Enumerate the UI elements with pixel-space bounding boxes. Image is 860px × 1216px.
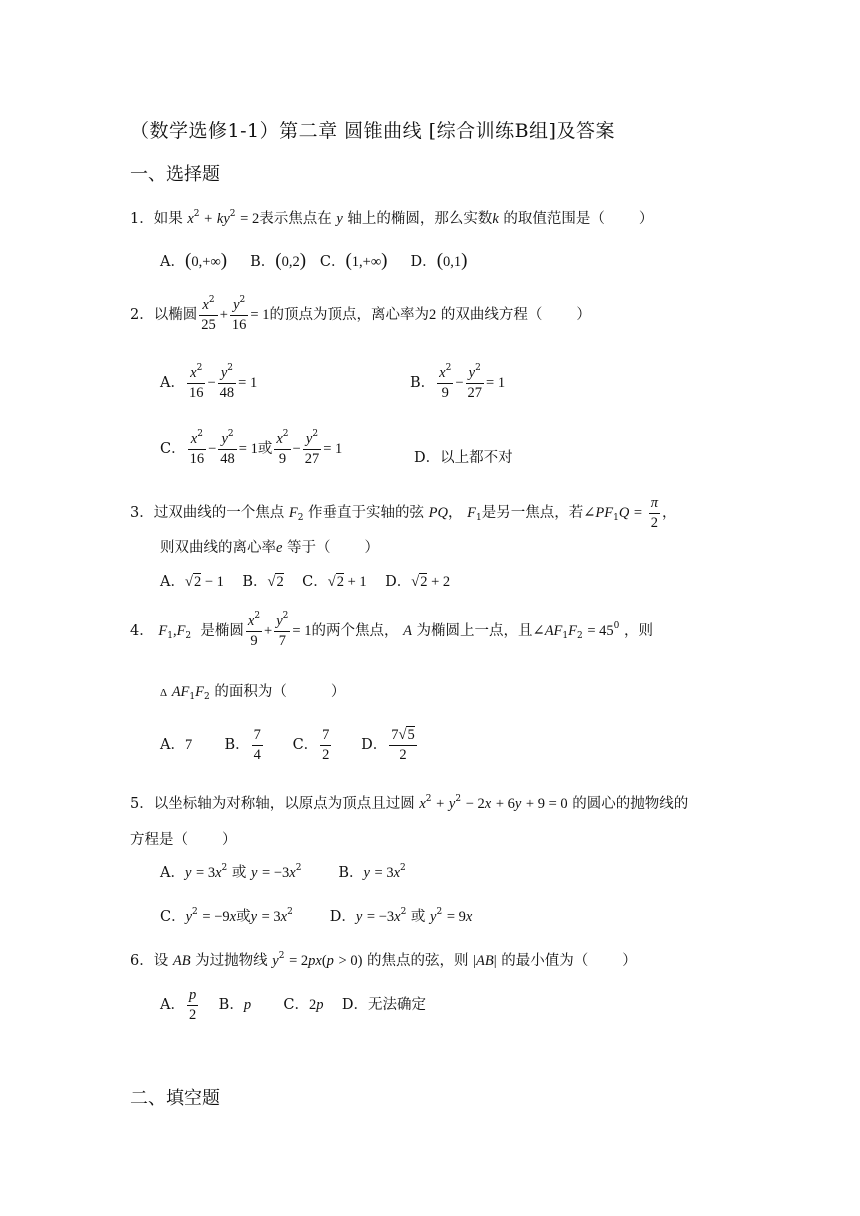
- question-6: 6．设 AB 为过抛物线 $y^2 = 2px(p > 0)$ 的焦点的弦，则 |AB| 的最小值为（ ）: [130, 951, 637, 969]
- question-1-options: A．(0,+∞) B．(0,2) C．(1,+∞) D．(0,1): [160, 250, 468, 271]
- question-3: 3．过双曲线的一个焦点 $F_2$ 作垂直于实轴的弦 PQ， $F_1$是另一焦点，若$\angle PF_1Q$ = $\frac{\pi}{2}$ ，: [130, 495, 677, 531]
- question-5-line2: 方程是（ ）: [130, 832, 237, 848]
- question-5: 5．以坐标轴为对称轴，以原点为顶点且过圆 $x^2 + y^2 - 2x + 6y + 9 = 0$ 的圆心的抛物线的: [130, 794, 689, 812]
- question-6-options: A． $\frac{p}{2}$ B．p C．2p D．无法确定: [160, 987, 427, 1023]
- question-4-line2: Δ $AF_1F_2$ 的面积为（ ）: [160, 684, 346, 702]
- question-2: 2．以椭圆 $\frac{x^2}{25}$ + $\frac{y^2}{16}$ = 1的顶点为顶点，离心率为2 的双曲线方程（ ）: [130, 295, 591, 333]
- question-2-option-c: C． $\frac{x^2}{16}$ − $\frac{y^2}{48}$ = 1或 $\frac{x^2}{9}$ − $\frac{y^2}{27}$ = 1: [160, 429, 343, 467]
- question-3-options: A．√2 − 1 B．√2 C．√2 + 1 D．√2 + 2: [160, 574, 451, 590]
- question-4-options: A．7 B． $\frac{7}{4}$ C． $\frac{7}{2}$ D． $\frac{7√5}{2}$: [160, 727, 415, 763]
- question-5-option-ab: A．$y = 3x^2$ 或 $y = -3x^2$ B．$y = 3x^2$: [160, 863, 406, 881]
- question-2-option-b: B． $\frac{x^2}{9}$ − $\frac{y^2}{27}$ = 1: [410, 363, 506, 401]
- question-4: 4． $F_1,F_2$ 是椭圆 $\frac{x^2}{9}$ + $\frac{y^2}{7}$ = 1的两个焦点， A 为椭圆上一点，且$\angle AF_1F_2 = 45^0$ ，则: [130, 611, 654, 649]
- question-2-option-a: A． $\frac{x^2}{16}$ − $\frac{y^2}{48}$ = 1: [160, 363, 258, 401]
- section-heading-choice: 一、选择题: [130, 164, 220, 185]
- question-1: 1．如果 $x^2 + ky^2 = 2$表示焦点在 y 轴上的椭圆，那么实数k 的取值范围是（ ）: [130, 209, 654, 227]
- question-5-option-cd: C．$y^2 = -9x$或$y = 3x^2$ D．$y = -3x^2$ 或 $y^2 = 9x$: [160, 907, 473, 925]
- question-3-line2: 则双曲线的离心率e 等于（ ）: [160, 540, 380, 556]
- section-heading-fill: 二、填空题: [130, 1088, 220, 1109]
- question-2-option-d: D．以上都不对: [414, 450, 513, 466]
- page-title: （数学选修1-1）第二章 圆锥曲线 [综合训练B组]及答案: [130, 120, 615, 142]
